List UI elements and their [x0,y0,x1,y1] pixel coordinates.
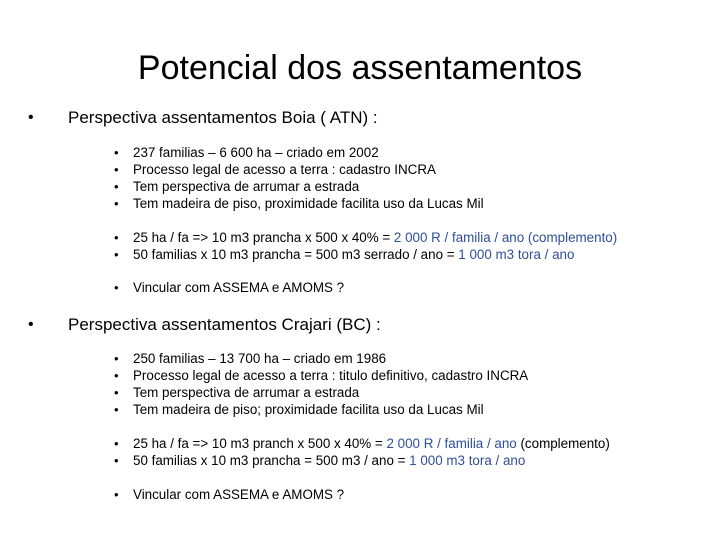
list-item-text [133,452,525,469]
list-item-text [133,435,610,452]
calc-highlight: 1 000 m3 tora / ano [409,453,526,468]
calc-highlight: 2 000 R / familia / ano [386,436,517,451]
calc-text: 50 familias x 10 m3 prancha = 500 m3 / ano = [133,453,410,468]
list-item-text: Processo legal de acesso a terra : titulo definitivo, cadastro INCRA [133,368,529,383]
bullet: • [114,162,119,177]
bullet: • [114,385,119,400]
bullet: • [114,368,119,383]
bullet: • [28,109,34,126]
bullet: • [114,247,119,262]
list-item-text [133,246,574,263]
bullet: • [114,179,119,194]
bullet: • [114,351,119,366]
bullet: • [114,145,119,160]
bullet: • [114,453,119,468]
list-item-text: Tem perspectiva de arrumar a estrada [133,385,360,400]
bullet: • [114,402,119,417]
slide-title: Potencial dos assentamentos [137,49,583,87]
list-item-text: Processo legal de acesso a terra : cadastro INCRA [133,162,436,177]
calc-highlight: 2 000 R / familia / ano (complemento) [393,230,618,245]
heading-text: Perspectiva assentamentos Crajari (BC) : [68,315,381,334]
bullet: • [114,230,119,245]
list-item-text: 237 familias – 6 600 ha – criado em 2002 [133,145,379,160]
calc-text-post: (complemento) [516,436,610,451]
list-item-text: Tem perspectiva de arrumar a estrada [133,179,360,194]
list-item-text: 250 familias – 13 700 ha – criado em 1986 [133,351,387,366]
bullet: • [114,196,119,211]
heading-text: Perspectiva assentamentos Boia ( ATN) : [68,108,378,127]
list-item-text: Vincular com ASSEMA e AMOMS ? [133,487,345,502]
calc-text: 50 familias x 10 m3 prancha = 500 m3 serrado / ano = [133,247,459,262]
list-item-text: Tem madeira de piso, proximidade facilita uso da Lucas Mil [133,196,484,211]
calc-highlight: 1 000 m3 tora / ano [458,247,575,262]
bullet: • [114,280,119,295]
list-item-text [133,229,617,246]
list-item-text: Tem madeira de piso; proximidade facilita uso da Lucas Mil [133,402,484,417]
calc-text: 25 ha / fa => 10 m3 pranch x 500 x 40% = [133,436,387,451]
list-item-text: Vincular com ASSEMA e AMOMS ? [133,280,345,295]
calc-text: 25 ha / fa => 10 m3 prancha x 500 x 40% = [133,230,394,245]
bullet: • [114,436,119,451]
bullet: • [114,487,119,502]
bullet: • [28,316,34,333]
